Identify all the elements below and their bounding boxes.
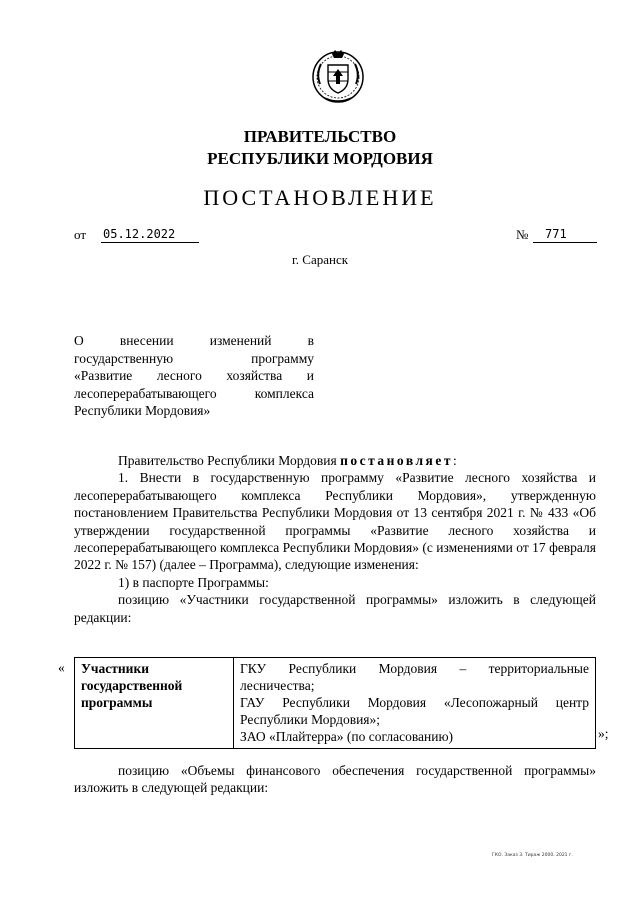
resolves-word: постановляет (340, 453, 453, 468)
participant-entry: ГАУ Республики Мордовия «Лесопожарный центр Республики Мордовия»; (240, 695, 589, 727)
subject-line: О внесении изменений в (74, 333, 314, 348)
intro-paragraph (74, 452, 596, 469)
participant-entry: ЗАО «Плайтерра» (по согласованию) (240, 729, 454, 744)
item-1-paragraph: 1. Внести в государственную программу «Развитие лесного хозяйства и лесоперерабатывающего комплекса Республики Мордовия», утвержденную постановлением Правительства Республики Мордовия от 13 сентября 2021 г. № 433 «Об утверждении государственной программы «Развитие лесного хозяйства и лесоперерабатывающего комплекса Республики Мордовия» (с изменениями от 17 февраля 2022 г. № 157) (далее – Программа), следующие изменения: (74, 470, 596, 573)
subject-line: лесоперерабатывающего комплекса (74, 385, 314, 401)
subject-line: «Развитие лесного хозяйства и (74, 368, 314, 383)
intro-text: Правительство Республики Мордовия (118, 453, 341, 468)
document-date: 05.12.2022 (101, 226, 199, 243)
coat-of-arms-emblem (311, 46, 365, 108)
government-title-line2: РЕСПУБЛИКИ МОРДОВИЯ (207, 149, 433, 168)
subitem-1-paragraph: 1) в паспорте Программы: (118, 574, 269, 590)
document-type-title: ПОСТАНОВЛЕНИЕ (203, 185, 437, 210)
print-note: ГКО. Заказ 3. Тираж 2000. 2021 г. (492, 853, 573, 858)
city-name: г. Саранск (291, 252, 349, 267)
participant-entry: ГКУ Республики Мордовия – территориальные лесничества; (240, 661, 589, 693)
table-close-quote: »; (598, 726, 609, 741)
date-prefix: от (74, 227, 87, 242)
position-financing-paragraph: позицию «Объемы финансового обеспечения государственной программы» изложить в следующей редакции: (74, 763, 596, 796)
participants-value-cell (234, 658, 596, 749)
table-row (75, 658, 596, 749)
subject-line: Республики Мордовия» (74, 403, 211, 418)
document-body (74, 452, 596, 626)
document-body-continued (74, 762, 596, 797)
document-number: 771 (533, 226, 597, 243)
subject-line: государственную программу (74, 350, 314, 366)
number-prefix: № (516, 227, 529, 242)
participants-table (74, 657, 596, 749)
position-participants-paragraph: позицию «Участники государственной программы» изложить в следующей редакции: (74, 592, 596, 625)
document-subject (74, 332, 314, 420)
participants-label-cell: Участники государственной программы (75, 658, 234, 749)
table-open-quote: « (58, 660, 65, 675)
government-title-line1: ПРАВИТЕЛЬСТВО (243, 127, 397, 146)
intro-colon: : (452, 453, 457, 468)
